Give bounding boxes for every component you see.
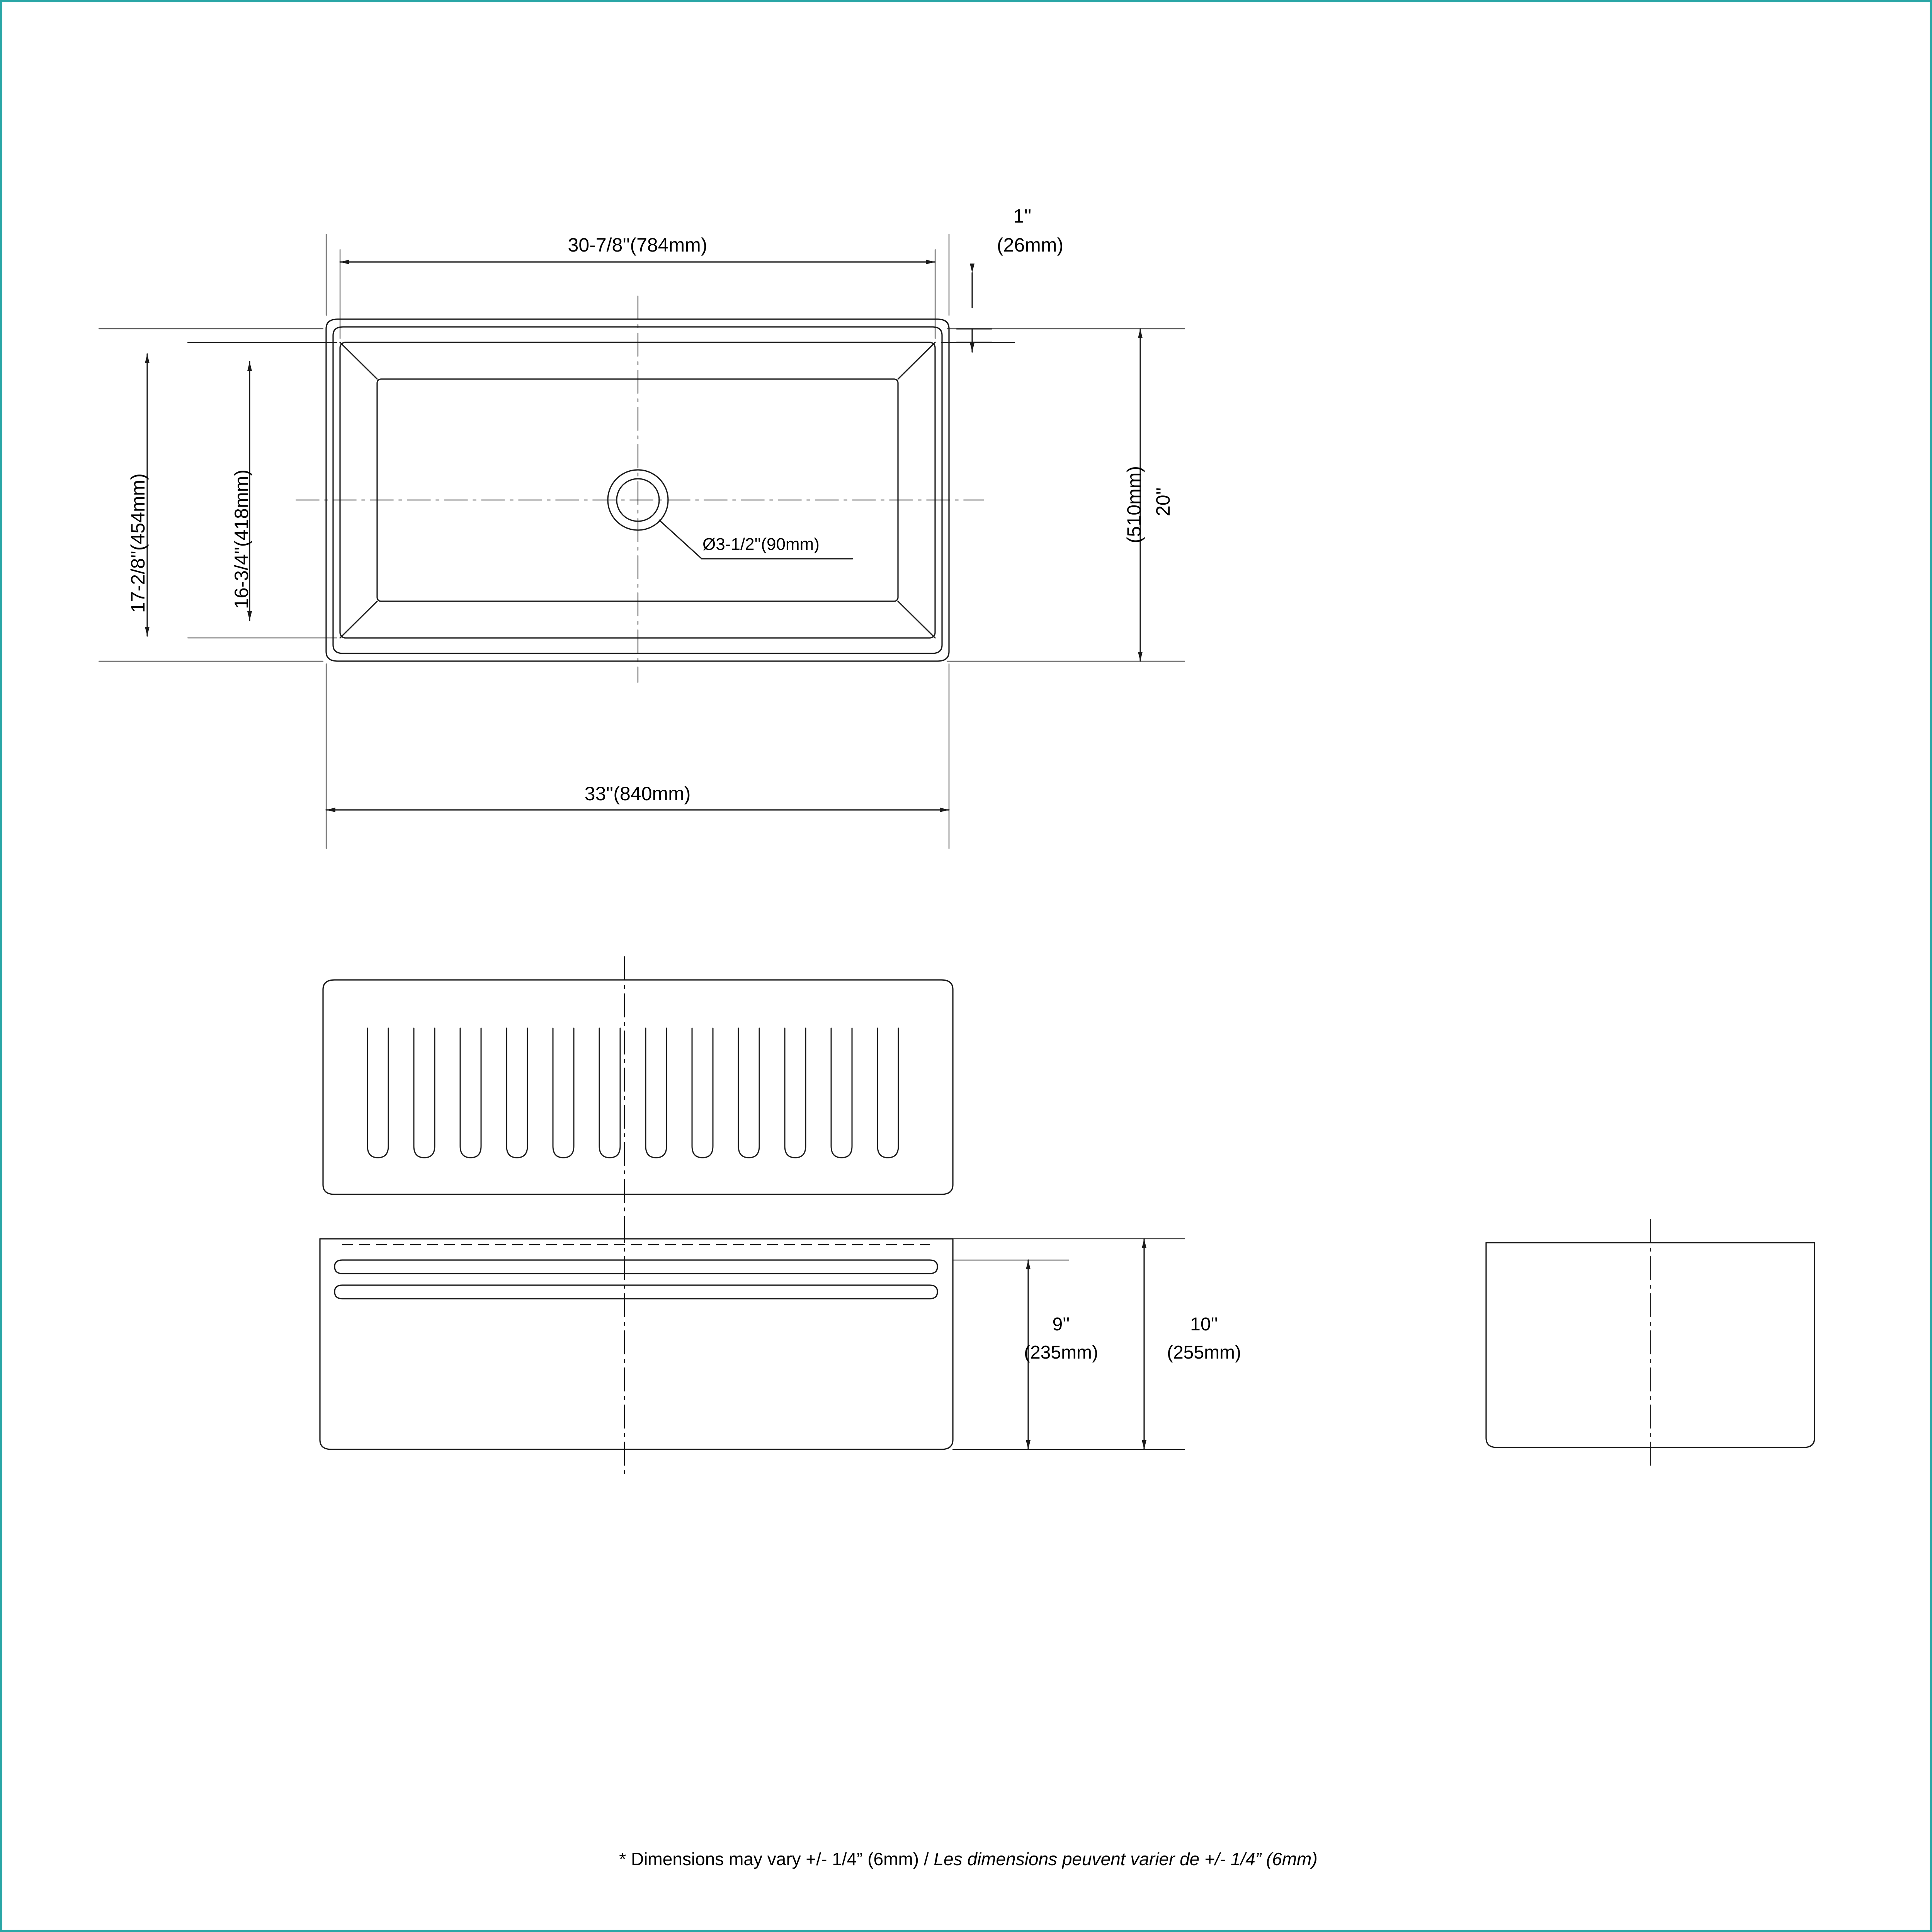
dim-overall-height-label-inches: 10'' <box>1190 1314 1218 1335</box>
dim-overall-width-label: 33''(840mm) <box>584 783 691 804</box>
dim-overall-depth-label-inches: 20'' <box>1152 487 1174 516</box>
dim-rim-thickness-label-mm: (26mm) <box>997 234 1064 256</box>
technical-drawing-canvas <box>2 2 1932 1932</box>
footnote <box>2 1849 1932 1869</box>
dim-bowl-width-label: 30-7/8''(784mm) <box>568 234 707 256</box>
section-elevation-view <box>320 1239 953 1449</box>
dim-rim-thickness-label-inches: 1'' <box>1013 205 1032 227</box>
dim-inner-depth-label: 16-3/4''(418mm) <box>231 469 252 609</box>
dim-interior-height-label-inches: 9'' <box>1052 1314 1070 1335</box>
dim-drain-diameter-label: Ø3-1/2''(90mm) <box>702 535 820 554</box>
dim-outer-depth-label: 17-2/8''(454mm) <box>127 473 149 613</box>
dim-rim-thickness <box>957 273 992 352</box>
dim-interior-height-label-mm: (235mm) <box>1024 1342 1099 1363</box>
footnote-french: Les dimensions peuvent varier de +/- 1/4” (6mm) <box>934 1849 1318 1869</box>
front-elevation-fluted-apron <box>323 980 953 1194</box>
footnote-english: * Dimensions may vary +/- 1/4” (6mm) / <box>619 1849 929 1869</box>
dim-overall-height-label-mm: (255mm) <box>1167 1342 1242 1363</box>
dim-overall-depth-label-mm: (510mm) <box>1123 466 1145 543</box>
